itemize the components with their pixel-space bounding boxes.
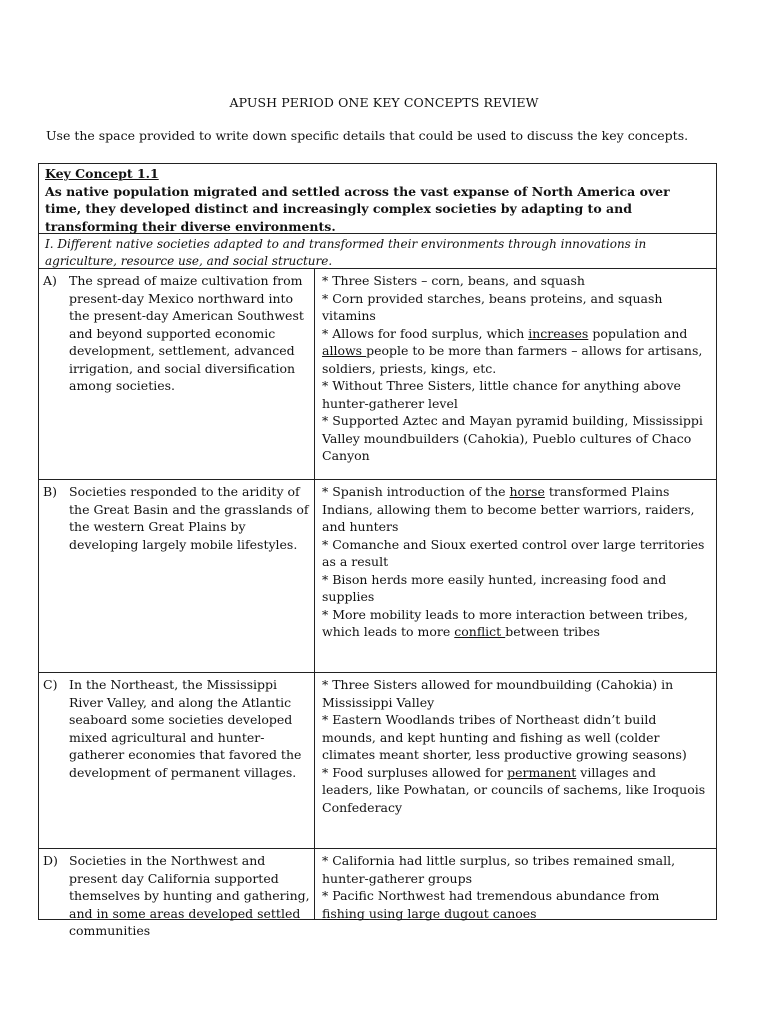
note-line: * Without Three Sisters, little chance for anything above hunter-gatherer level bbox=[322, 378, 681, 411]
concept-cell-c bbox=[39, 673, 315, 848]
concept-cell-b bbox=[39, 480, 315, 672]
note-line: * Eastern Woodlands tribes of Northeast didn’t build mounds, and kept hunting and fishing as well (colder climates meant shorter, less productive growing seasons) bbox=[322, 712, 687, 762]
concept-cell-a bbox=[39, 269, 315, 479]
note-line: * California had little surplus, so tribes remained small, hunter-gatherer groups bbox=[322, 853, 676, 886]
row-letter-c: C) bbox=[43, 677, 58, 692]
concept-text-c: In the Northeast, the Mississippi River Valley, and along the Atlantic seaboard some societies developed mixed agricultural and hunter-gatherer economies that favored the development of permanent villages. bbox=[69, 677, 302, 780]
table-row-b bbox=[39, 480, 716, 673]
note-line: villages and leaders, like Powhatan, or councils of sachems, like Iroquois Confederacy bbox=[322, 764, 706, 815]
concept-text-a: The spread of maize cultivation from present-day Mexico northward into the present-day American Southwest and beyond supported economic development, settlement, advanced irrigation, and social diversification among societies. bbox=[69, 273, 304, 393]
underlined-word: increases bbox=[528, 325, 589, 341]
key-concepts-table bbox=[38, 163, 717, 938]
instructions: Use the space provided to write down specific details that could be used to discuss the key concepts. bbox=[46, 128, 689, 143]
note-line: transformed Plains Indians, allowing them to become better warriors, raiders, and hunters bbox=[322, 484, 695, 534]
note-line: * Food surpluses allowed for bbox=[322, 764, 508, 780]
note-line: people to be more than farmers – allows for artisans, soldiers, priests, kings, etc. bbox=[322, 343, 703, 376]
table-row-a bbox=[39, 269, 716, 480]
note-line: * More mobility leads to more interaction between tribes, which leads to more bbox=[322, 606, 689, 639]
note-line: * Three Sisters – corn, beans, and squash bbox=[322, 273, 585, 288]
underlined-word: fishing bbox=[322, 905, 369, 921]
note-line: population and bbox=[588, 325, 688, 341]
table-row-d bbox=[39, 849, 716, 938]
note-line: * Pacific Northwest had tremendous abundance from bbox=[322, 888, 660, 903]
underlined-word: horse bbox=[509, 484, 545, 499]
sub-concept-header: I. Different native societies adapted to and transformed their environments through innovations in agriculture, resource use, and social structure. bbox=[39, 234, 716, 269]
notes-cell-a bbox=[315, 269, 716, 479]
key-concept-label: Key Concept 1.1 bbox=[45, 166, 159, 181]
row-letter-a: A) bbox=[43, 273, 57, 288]
underlined-word: allows bbox=[322, 343, 367, 358]
note-line: * Corn provided starches, beans proteins, and squash vitamins bbox=[322, 290, 663, 323]
note-line: between tribes bbox=[505, 624, 600, 639]
underlined-word: conflict bbox=[454, 624, 506, 639]
notes-cell-b bbox=[315, 480, 716, 672]
notes-cell-c bbox=[315, 673, 716, 848]
note-line: * Bison herds more easily hunted, increasing food and supplies bbox=[322, 571, 667, 604]
note-line: * Comanche and Sioux exerted control over large territories as a result bbox=[322, 536, 705, 569]
key-concept-header bbox=[39, 164, 716, 234]
concept-text-b: Societies responded to the aridity of the Great Basin and the grasslands of the western Great Plains by developing largely mobile lifestyles. bbox=[69, 484, 309, 552]
note-line: * Three Sisters allowed for moundbuilding (Cahokia) in Mississippi Valley bbox=[322, 677, 674, 710]
underlined-word: permanent bbox=[507, 764, 577, 780]
document-title: APUSH PERIOD ONE KEY CONCEPTS REVIEW bbox=[229, 95, 539, 110]
row-letter-b: B) bbox=[43, 484, 58, 499]
concept-cell-d bbox=[39, 849, 315, 938]
table-row-c bbox=[39, 673, 716, 849]
note-line: * Allows for food surplus, which bbox=[322, 325, 529, 341]
row-letter-d: D) bbox=[43, 853, 58, 868]
key-concept-text: As native population migrated and settled across the vast expanse of North America over time, they developed distinct and increasingly complex societies by adapting to and transforming their diverse environments. bbox=[45, 183, 670, 234]
note-line: using large dugout canoes bbox=[368, 905, 537, 921]
note-line: * Supported Aztec and Mayan pyramid building, Mississippi Valley moundbuilders (Cahokia), Pueblo cultures of Chaco Canyon bbox=[322, 413, 703, 463]
note-line: * Spanish introduction of the bbox=[322, 484, 510, 499]
notes-cell-d bbox=[315, 849, 716, 919]
concept-text-d: Societies in the Northwest and present day California supported themselves by hunting and gathering, and in some areas developed settled communities bbox=[69, 853, 310, 938]
